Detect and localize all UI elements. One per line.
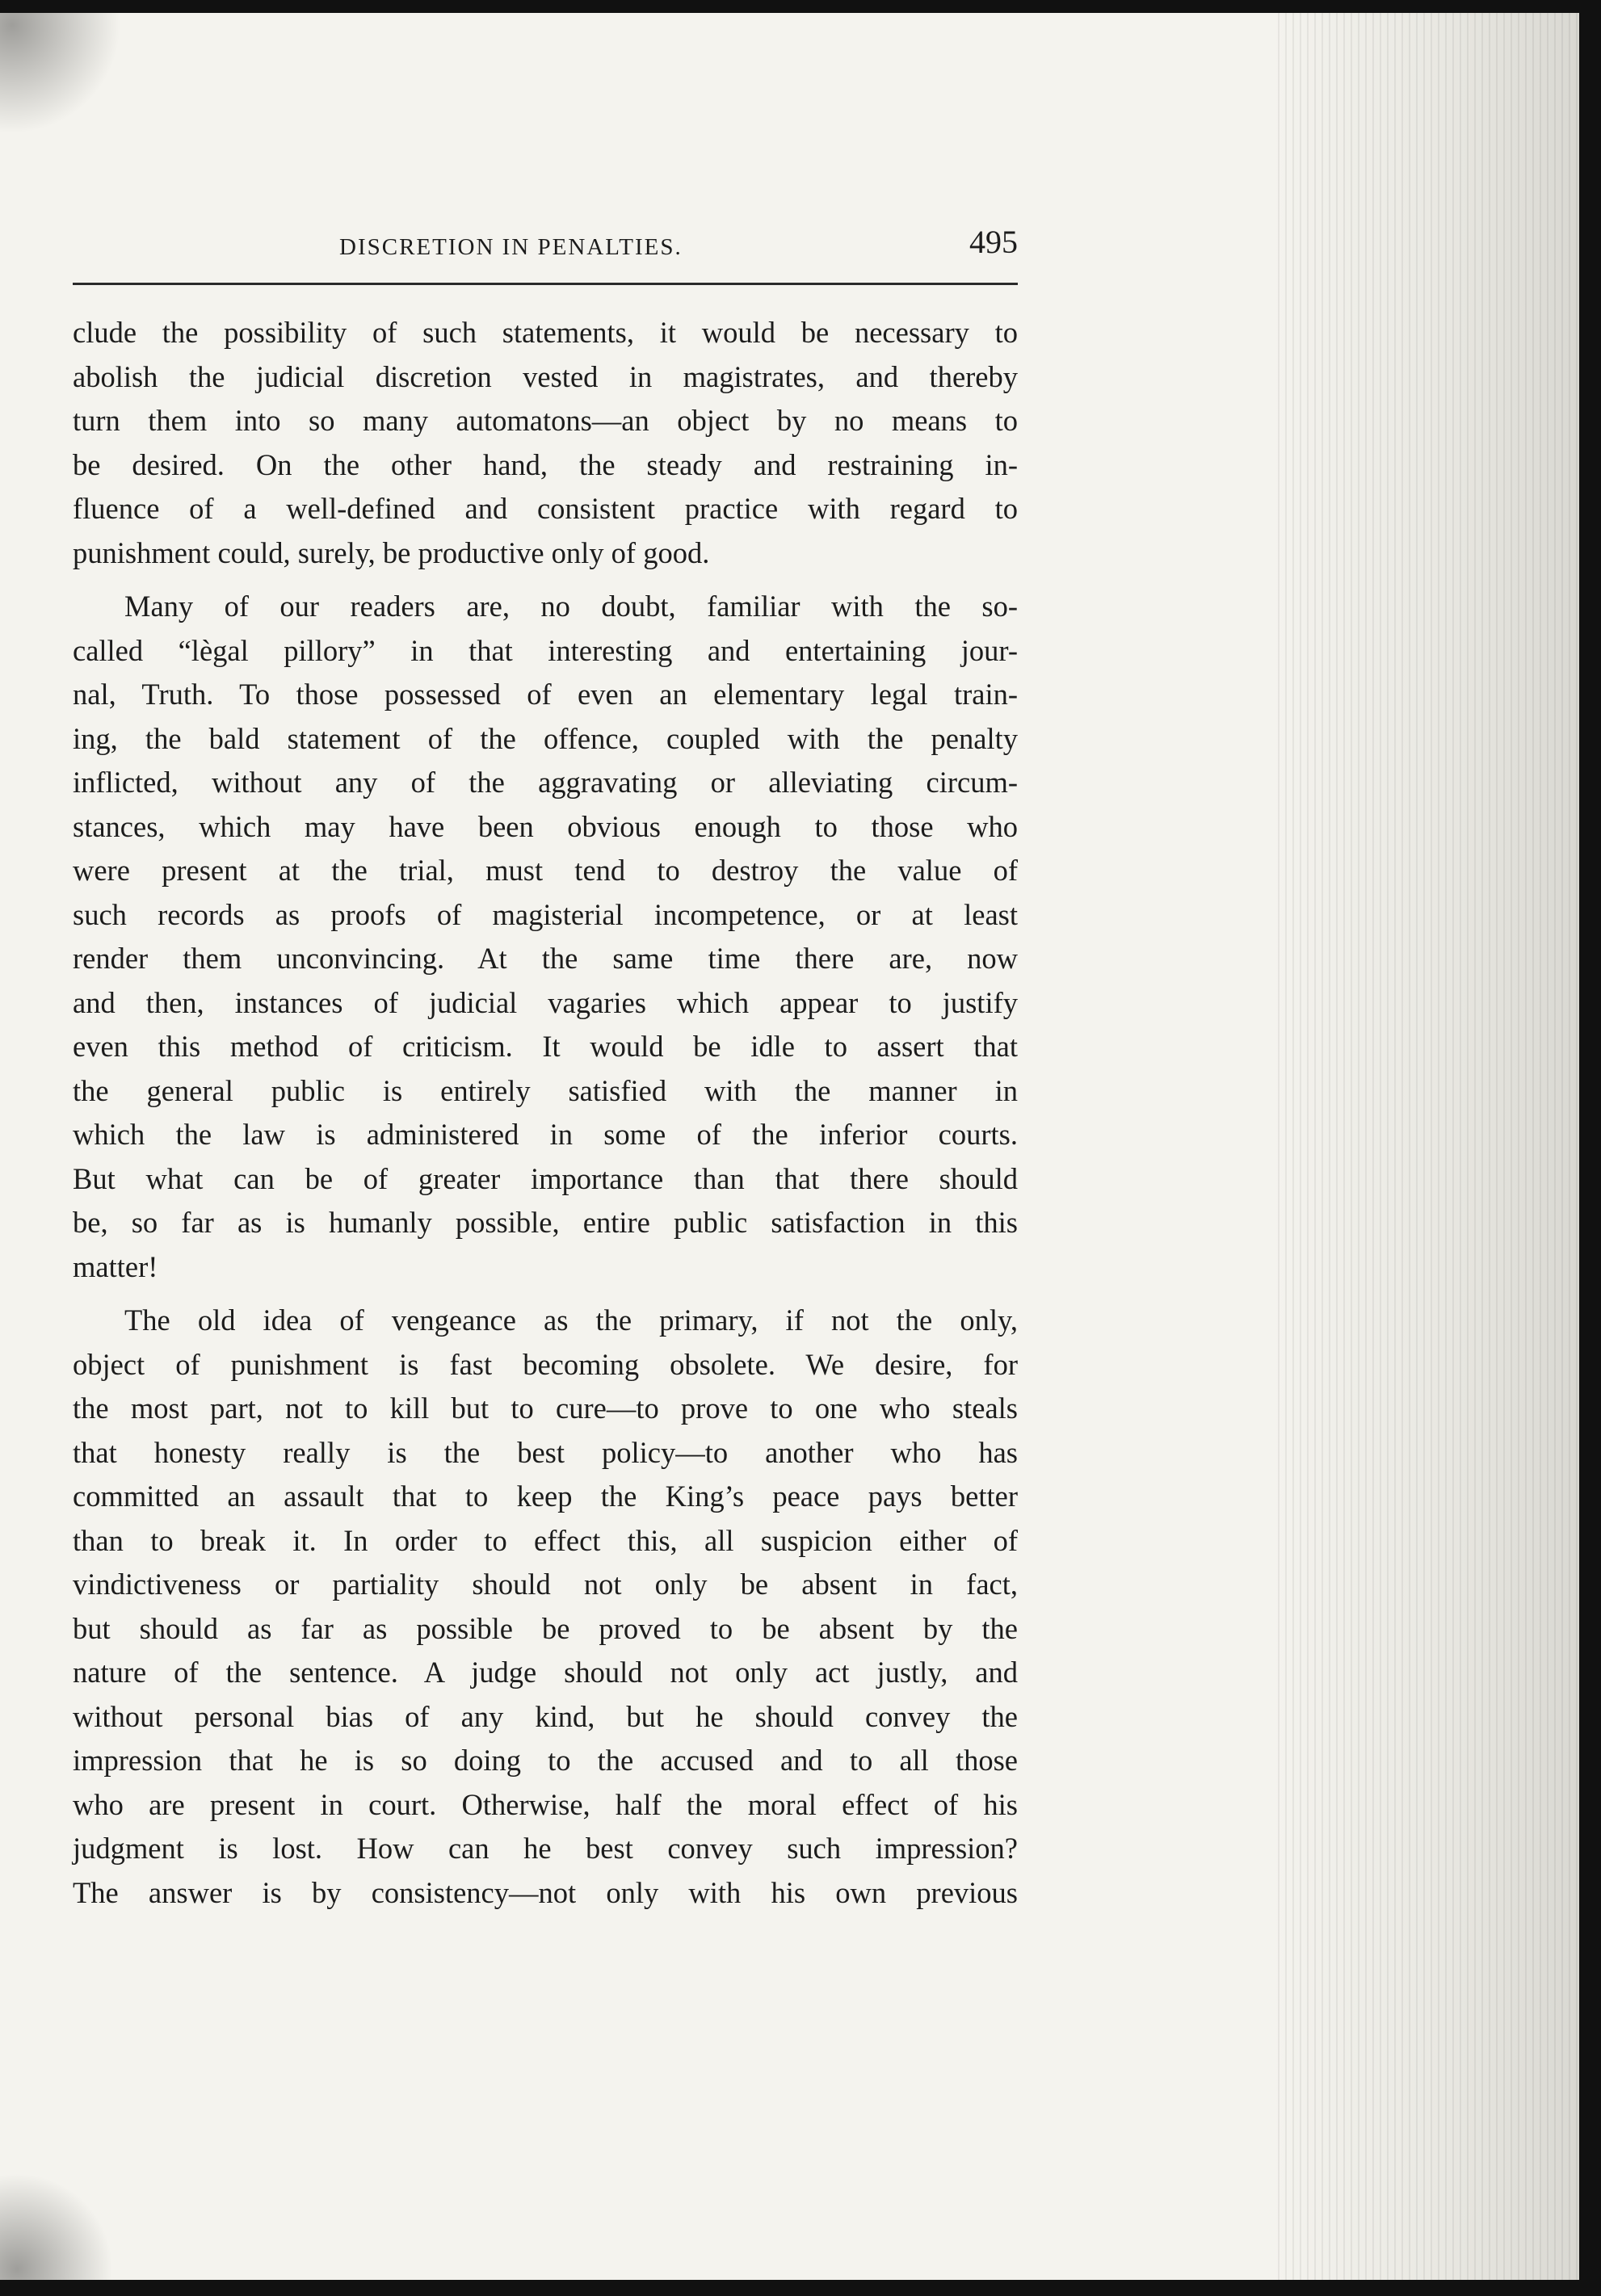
text-line: nal, Truth. To those possessed of even an elementary legal train- <box>73 678 1018 711</box>
text-line: render them unconvincing. At the same time there are, now <box>73 942 1018 975</box>
text-line: matter! <box>73 1249 158 1283</box>
text-line: punishment could, surely, be productive only of good. <box>73 535 710 569</box>
scan-stain-bottom-left <box>0 2172 113 2280</box>
paragraph <box>73 585 1018 1289</box>
text-line: which the law is administered in some of the inferior courts. <box>73 1118 1018 1151</box>
text-line: vindictiveness or partiality should not only be absent in fact, <box>73 1568 1018 1601</box>
text-line: committed an assault that to keep the King’s peace pays better <box>73 1480 1018 1513</box>
text-line: abolish the judicial discretion vested in magistrates, and thereby <box>73 359 1018 393</box>
scan-border-top <box>0 0 1601 13</box>
text-line: even this method of criticism. It would be idle to assert that <box>73 1030 1018 1063</box>
scan-stain-top-left <box>0 13 121 134</box>
running-title: DISCRETION IN PENALTIES. <box>339 234 683 260</box>
header-rule <box>73 283 1018 285</box>
text-line: object of punishment is fast becoming obsolete. We desire, for <box>73 1347 1018 1381</box>
text-line: nature of the sentence. A judge should not only act justly, and <box>73 1656 1018 1689</box>
text-line: the general public is entirely satisfied with the manner in <box>73 1073 1018 1107</box>
text-line: such records as proofs of magisterial incompetence, or at least <box>73 897 1018 931</box>
text-line: without personal bias of any kind, but he should convey the <box>73 1699 1018 1733</box>
text-line: who are present in court. Otherwise, half the moral effect of his <box>73 1787 1018 1821</box>
text-line: judgment is lost. How can he best convey such impression? <box>73 1832 1018 1865</box>
scan-gutter <box>1272 13 1579 2280</box>
text-line: called “lègal pillory” in that interesting and entertaining jour- <box>73 633 1018 667</box>
text-line: be desired. On the other hand, the steady and restraining in- <box>73 447 1018 481</box>
text-line: that honesty really is the best policy—to another who has <box>73 1435 1018 1469</box>
text-line: stances, which may have been obvious enough to those who <box>73 809 1018 843</box>
text-line: the most part, not to kill but to cure—to prove to one who steals <box>73 1391 1018 1425</box>
text-line: The answer is by consistency—not only with his own previous <box>73 1875 1018 1909</box>
text-line: ing, the bald statement of the offence, coupled with the penalty <box>73 721 1018 755</box>
paragraph <box>73 311 1018 575</box>
text-line: fluence of a well-defined and consistent practice with regard to <box>73 492 1018 525</box>
text-line: were present at the trial, must tend to destroy the value of <box>73 854 1018 887</box>
running-head <box>73 218 1018 283</box>
text-line: be, so far as is humanly possible, entire public satisfaction in this <box>73 1206 1018 1239</box>
text-line: but should as far as possible be proved to be absent by the <box>73 1611 1018 1645</box>
text-line: Many of our readers are, no doubt, familiar with the so- <box>124 590 1018 623</box>
scan-border-right <box>1579 0 1601 2296</box>
scan-border-bottom <box>0 2280 1601 2296</box>
body-text <box>73 311 1018 1925</box>
text-line: clude the possibility of such statements, it would be necessary to <box>73 316 1018 349</box>
text-line: and then, instances of judicial vagaries which appear to justify <box>73 985 1018 1019</box>
page-number: 495 <box>969 224 1018 260</box>
text-line: The old idea of vengeance as the primary, if not the only, <box>124 1303 1018 1337</box>
text-line: But what can be of greater importance than that there should <box>73 1161 1018 1195</box>
text-line: inflicted, without any of the aggravating or alleviating circum- <box>73 766 1018 799</box>
text-line: turn them into so many automatons—an object by no means to <box>73 404 1018 437</box>
text-line: impression that he is so doing to the accused and to all those <box>73 1744 1018 1777</box>
paragraph <box>73 1299 1018 1915</box>
text-line: than to break it. In order to effect this, all suspicion either of <box>73 1523 1018 1557</box>
